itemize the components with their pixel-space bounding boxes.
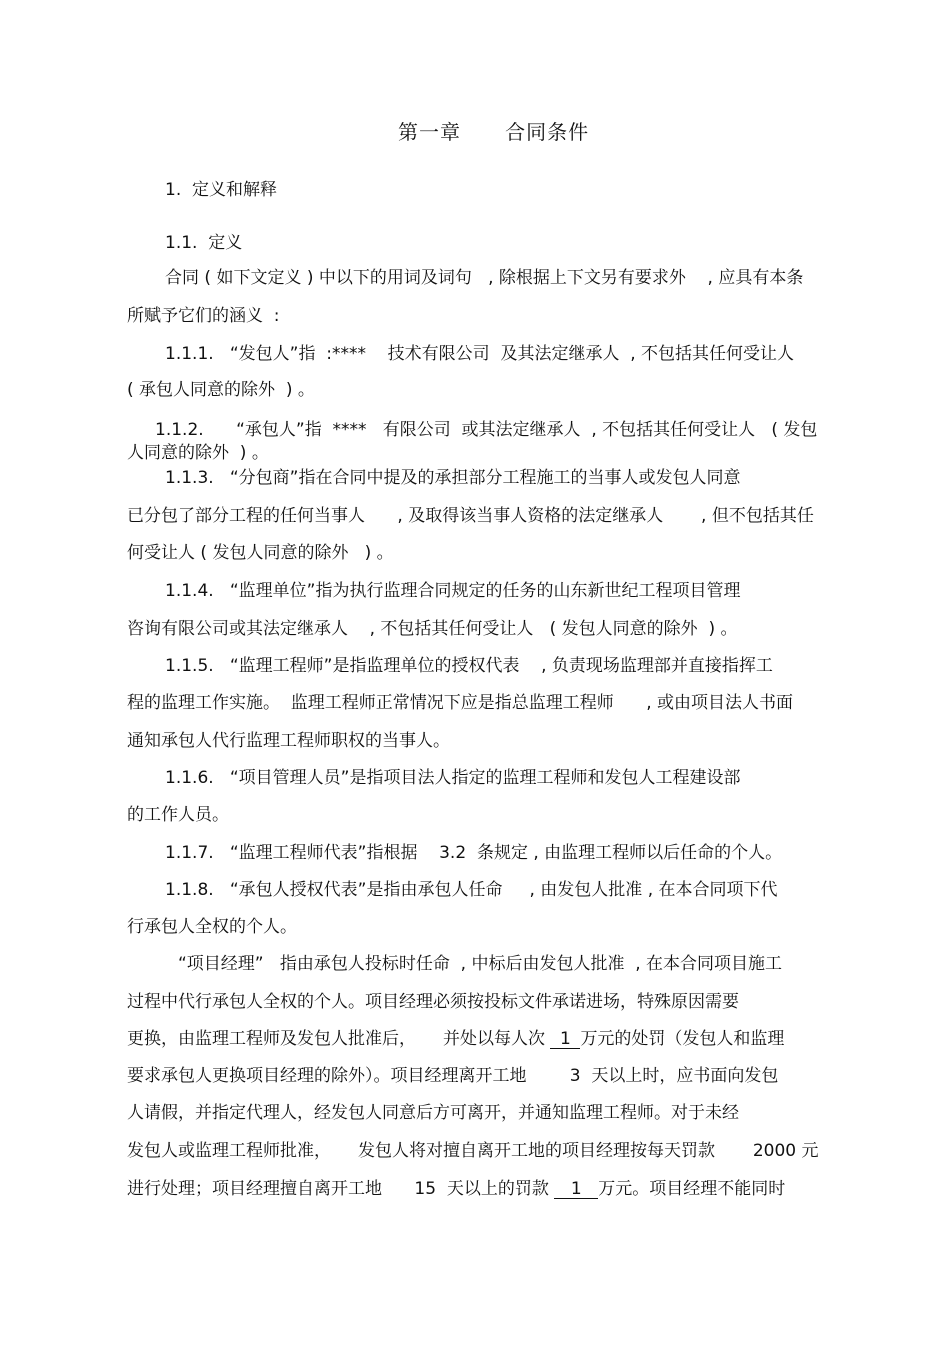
section-heading: 1. 定义和解释 [165,180,278,200]
paragraph-line: 程的监理工作实施。 监理工程师正常情况下应是指总监理工程师 , 或由项目法人书面 [127,693,794,713]
paragraph-line: 过程中代行承包人全权的个人。项目经理必须按投标文件承诺进场，特殊原因需要 [127,992,739,1012]
line-text: 万元。项目经理不能同时 [598,1179,786,1199]
paragraph-line: 咨询有限公司或其法定继承人 , 不包括其任何受让人 ( 发包人同意的除外 ) 。 [127,619,738,639]
paragraph-line: “项目经理” 指由承包人投标时任命 , 中标后由发包人批准 , 在本合同项目施工 [178,954,783,974]
paragraph-line: 合同 ( 如下文定义 ) 中以下的用词及词句 , 除根据上下文另有要求外 , 应具有本条 [165,268,804,288]
paragraph-line: 人同意的除外 ) 。 [127,443,269,463]
paragraph-line: 1.1.7. “监理工程师代表”指根据 3.2 条规定 , 由监理工程师以后任命的个人。 [165,843,783,863]
paragraph-line: 已分包了部分工程的任何当事人 , 及取得该当事人资格的法定继承人 , 但不包括其任 [127,506,814,526]
chapter-title: 第一章 合同条件 [398,120,590,144]
paragraph-line: 的工作人员。 [127,805,229,825]
paragraph-line: 1.1.8. “承包人授权代表”是指由承包人任命 , 由发包人批准 , 在本合同项下代 [165,880,778,900]
paragraph-line: 1.1.6. “项目管理人员”是指项目法人指定的监理工程师和发包人工程建设部 [165,768,741,788]
paragraph-line: 要求承包人更换项目经理的除外）。项目经理离开工地 3 天以上时，应书面向发包 [127,1066,779,1086]
penalty-amount-blank: 1 [554,1180,598,1199]
paragraph-line: 1.1.1. “发包人”指 :**** 技术有限公司 及其法定继承人 , 不包括其任何受让人 [165,344,795,364]
line-text: 万元的处罚（发包人和监理 [580,1029,785,1049]
paragraph-line: 人请假，并指定代理人，经发包人同意后方可离开，并通知监理工程师。对于未经 [127,1103,739,1123]
subsection-heading: 1.1. 定义 [165,233,243,253]
paragraph-line: 何受让人 ( 发包人同意的除外 ) 。 [127,543,394,563]
paragraph-line: 1.1.4. “监理单位”指为执行监理合同规定的任务的山东新世纪工程项目管理 [165,581,741,601]
paragraph-line [127,1179,785,1199]
line-text: 进行处理；项目经理擅自离开工地 15 天以上的罚款 [127,1179,549,1199]
paragraph-line [127,1029,784,1049]
paragraph-line: 通知承包人代行监理工程师职权的当事人。 [127,731,450,751]
paragraph-line: 所赋予它们的涵义 : [127,306,280,326]
paragraph-line: 1.1.2. “承包人”指 **** 有限公司 或其法定继承人 , 不包括其任何受让人 ( 发包 [155,420,818,440]
paragraph-line: ( 承包人同意的除外 ) 。 [127,380,315,400]
paragraph-line: 行承包人全权的个人。 [127,917,297,937]
paragraph-line: 1.1.5. “监理工程师”是指监理单位的授权代表 , 负责现场监理部并直接指挥工 [165,656,773,676]
paragraph-line: 1.1.3. “分包商”指在合同中提及的承担部分工程施工的当事人或发包人同意 [165,468,741,488]
line-text: 更换，由监理工程师及发包人批准后， 并处以每人次 [127,1029,546,1049]
penalty-amount-blank: 1 [550,1030,580,1049]
paragraph-line: 发包人或监理工程师批准， 发包人将对擅自离开工地的项目经理按每天罚款 2000 元 [127,1141,819,1161]
